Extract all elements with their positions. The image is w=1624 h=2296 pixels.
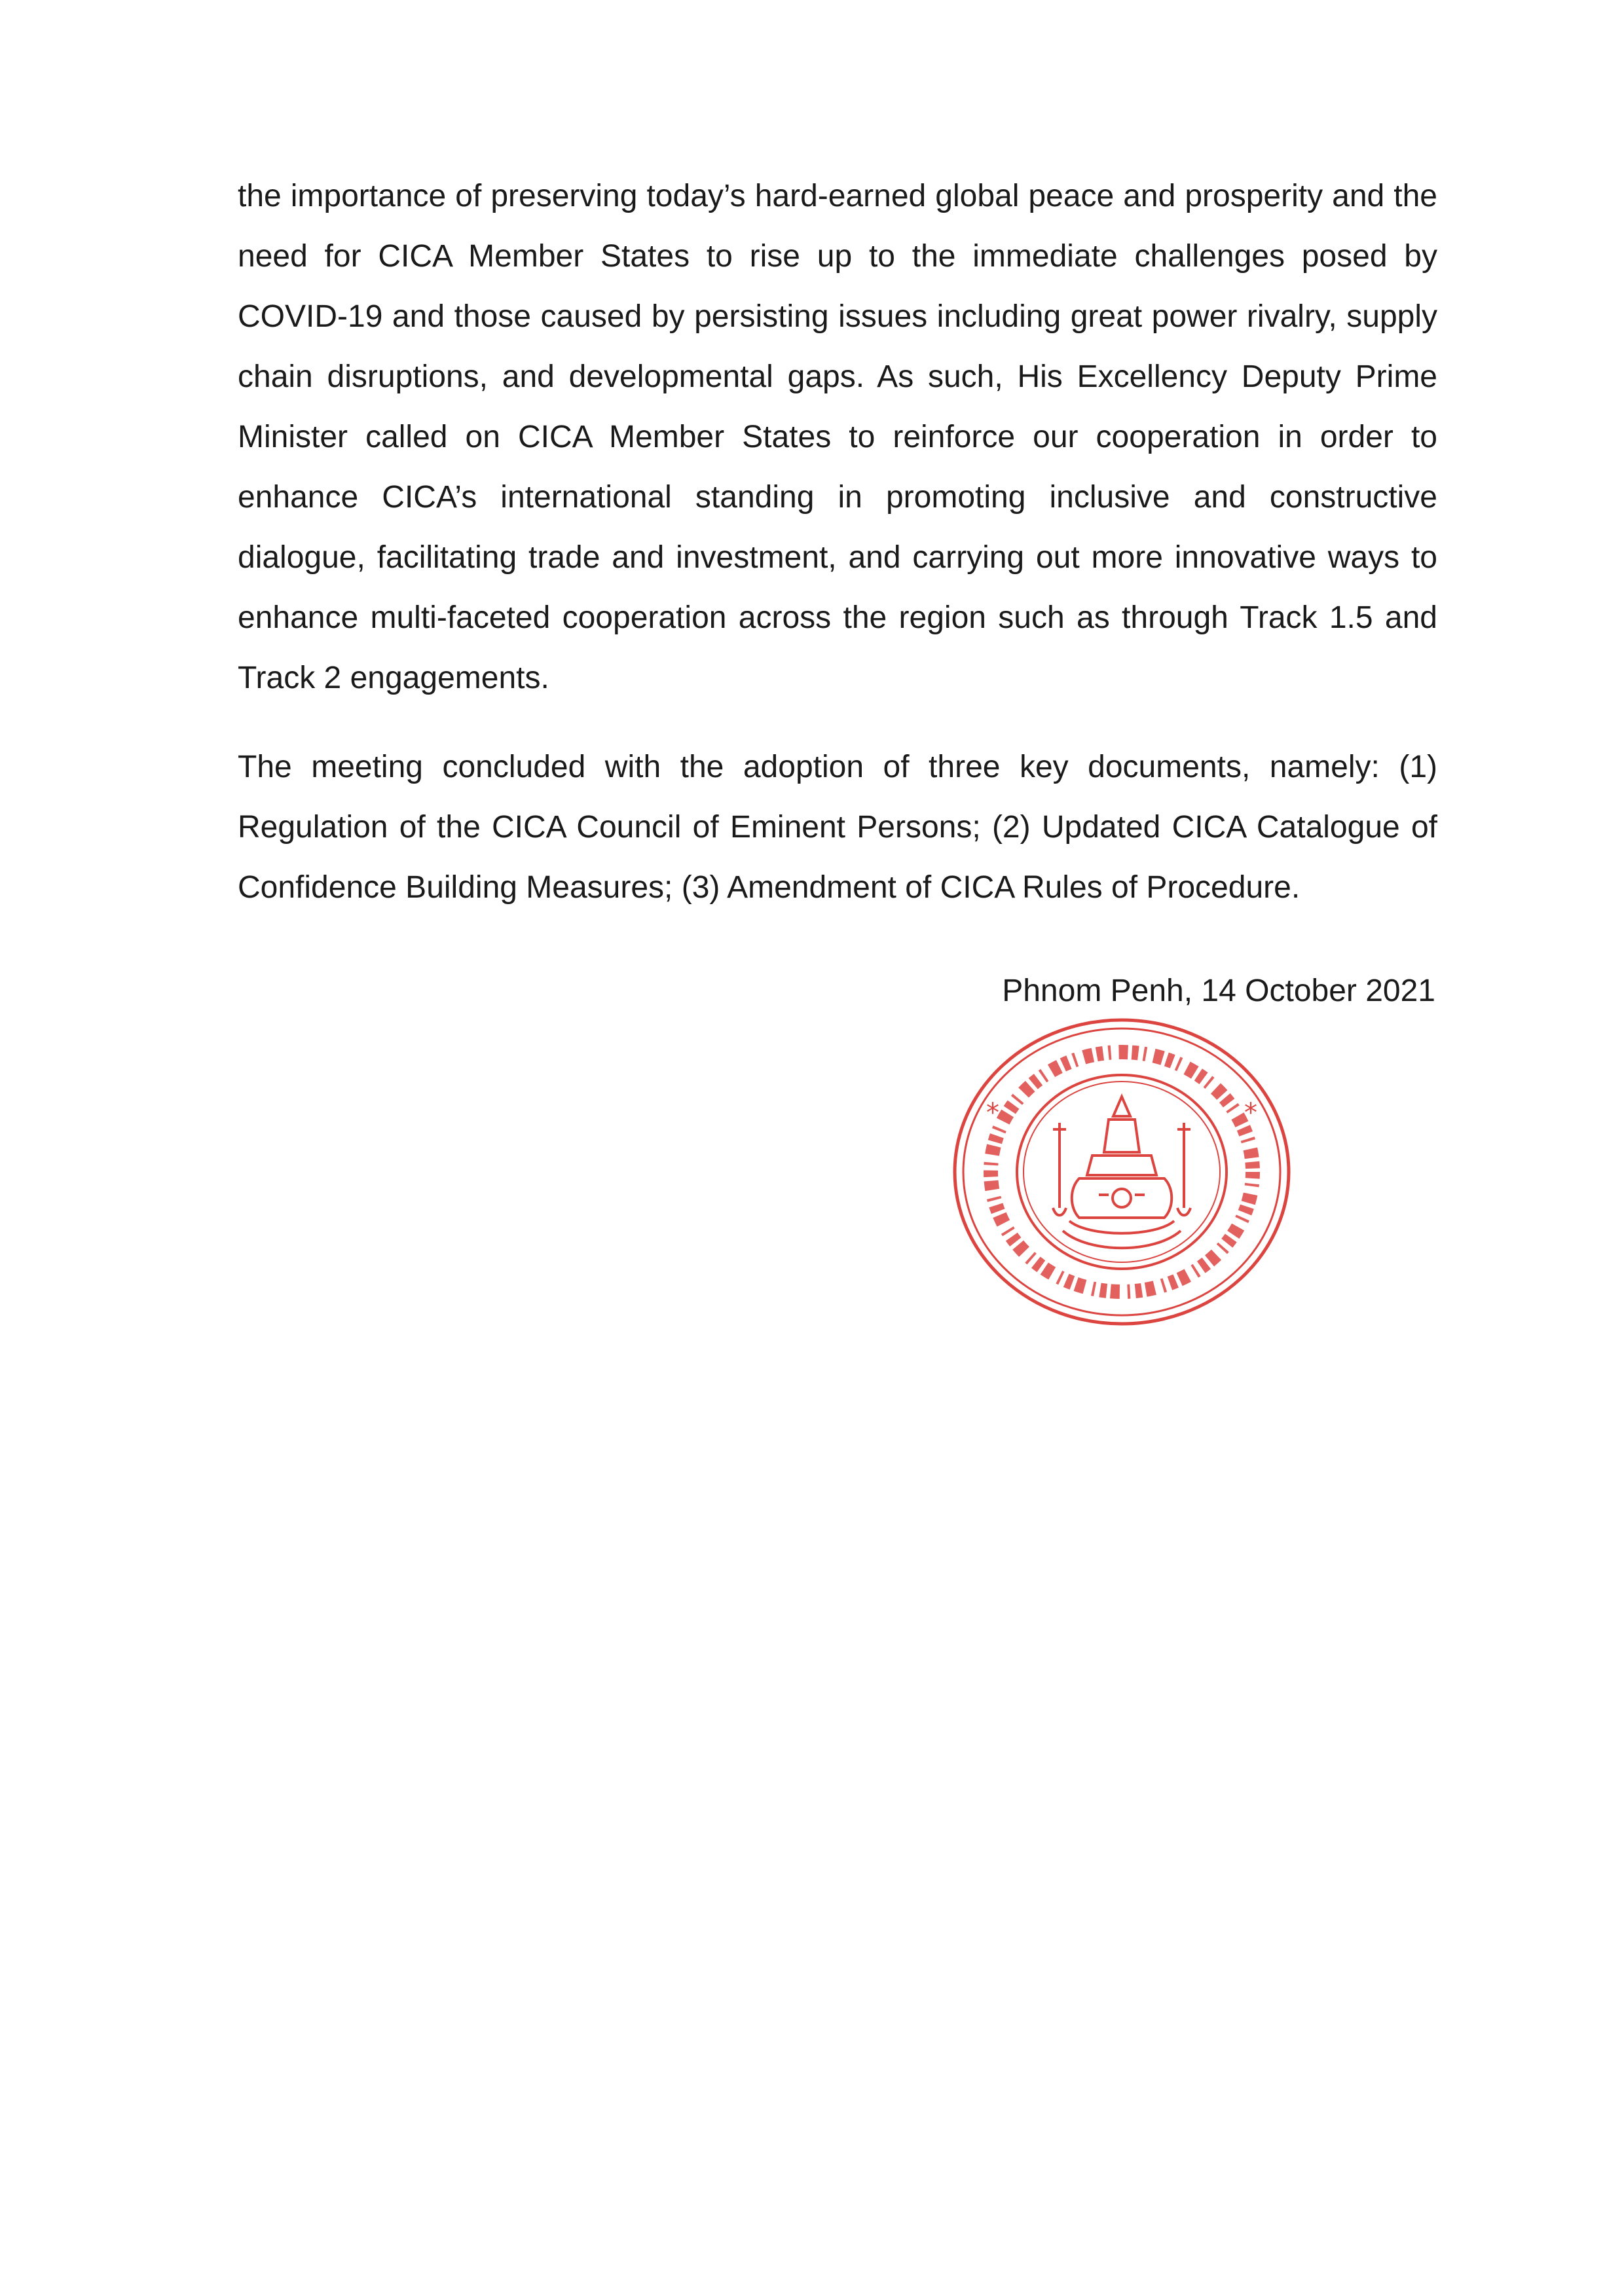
body-paragraph-1: the importance of preserving today’s hard-earned global peace and prosperity and the need for CICA Member States to rise up to the immediate challenges posed by COVID-19 and those caused by persisting issues including great power rivalry, supply chain disruptions, and developmental gaps. As such, His Excellency Deputy Prime Minister called on CICA Member States to reinforce our cooperation in order to enhance CICA’s international standing in promoting inclusive and constructive dialogue, facilitating trade and investment, and carrying out more innovative ways to enhance multi-faceted cooperation across the region such as through Track 1.5 and Track 2 engagements. [238,179,1437,695]
place-and-date: Phnom Penh, 14 October 2021 [1002,974,1435,1008]
svg-text:*: * [1244,1098,1257,1128]
body-paragraph-2: The meeting concluded with the adoption of three key documents, namely: (1) Regulation of the CICA Council of Eminent Persons; (2) Updated CICA Catalogue of Confidence Building Measures; (3) Amendment of CICA Rules of Procedure. [238,750,1437,905]
svg-text:*: * [986,1098,999,1128]
official-seal-icon [948,1011,1295,1332]
